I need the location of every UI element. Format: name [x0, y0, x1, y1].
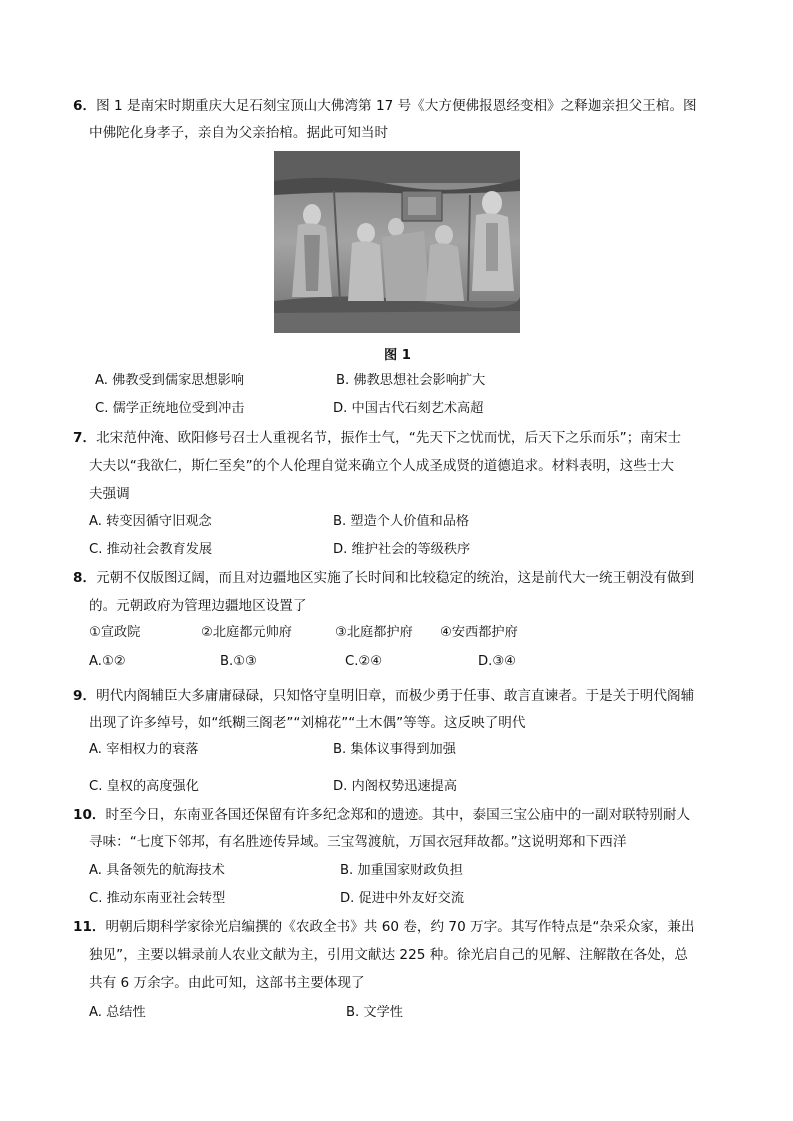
q7-option-d[interactable]: D. 维护社会的等级秩序: [333, 542, 471, 557]
q7-stem-line-2: 大夫以“我欲仁，斯仁至矣”的个人伦理自觉来确立个人成圣成贤的道德追求。材料表明，这些士大: [89, 458, 675, 474]
q6-number: 6．: [73, 98, 97, 114]
q7-option-c[interactable]: C. 推动社会教育发展: [89, 542, 213, 557]
q9-stem-line-1: 9．明代内阁辅臣大多庸庸碌碌，只知恪守皇明旧章，而极少勇于任事、敢言直谏者。于是关于明代阁辅: [73, 688, 695, 704]
stone-carving-image: [274, 151, 520, 333]
q10-number: 10．: [73, 807, 106, 823]
q10-option-b[interactable]: B. 加重国家财政负担: [340, 863, 463, 878]
q6-option-c[interactable]: C. 儒学正统地位受到冲击: [95, 401, 245, 416]
stone-carving-figure: [274, 151, 520, 333]
q10-option-c[interactable]: C. 推动东南亚社会转型: [89, 891, 226, 906]
q8-option-b[interactable]: B.①③: [220, 654, 257, 669]
q7-stem-line-3: 夫强调: [89, 486, 130, 502]
q11-stem-line-1: 11．明朝后期科学家徐光启编撰的《农政全书》共 60 卷，约 70 万字。其写作特点是“杂采众家，兼出: [73, 919, 695, 935]
q8-number: 8．: [73, 570, 97, 586]
q6-stem-line-1: 6．图 1 是南宋时期重庆大足石刻宝顶山大佛湾第 17 号《大方便佛报恩经变相》之释迦亲担父王棺。图: [73, 98, 697, 114]
q9-option-d[interactable]: D. 内阁权势迅速提高: [333, 779, 458, 794]
q11-stem-line-3: 共有 6 万余字。由此可知，这部书主要体现了: [89, 975, 365, 991]
q8-item-4: ④安西都护府: [440, 625, 518, 640]
q10-option-d[interactable]: D. 促进中外友好交流: [340, 891, 465, 906]
q8-stem-line-2: 的。元朝政府为管理边疆地区设置了: [89, 598, 307, 614]
q9-option-a[interactable]: A. 宰相权力的衰落: [89, 742, 199, 757]
q9-option-b[interactable]: B. 集体议事得到加强: [333, 742, 456, 757]
q8-option-d[interactable]: D.③④: [478, 654, 516, 669]
q9-number: 9．: [73, 688, 97, 704]
q6-stem-line-2: 中佛陀化身孝子，亲自为父亲抬棺。据此可知当时: [89, 125, 389, 141]
q7-number: 7．: [73, 430, 97, 446]
q7-option-a[interactable]: A. 转变因循守旧观念: [89, 514, 212, 529]
q11-stem-line-2: 独见”，主要以辑录前人农业文献为主，引用文献达 225 种。徐光启自己的见解、注解散在各处，总: [89, 947, 688, 963]
q8-stem-line-1: 8．元朝不仅版图辽阔，而且对边疆地区实施了长时间和比较稳定的统治，这是前代大一统王朝没有做到: [73, 570, 695, 586]
figure-caption: 图 1: [384, 348, 411, 363]
q11-option-b[interactable]: B. 文学性: [346, 1005, 403, 1020]
q8-item-2: ②北庭都元帅府: [201, 625, 292, 640]
q6-option-a[interactable]: A. 佛教受到儒家思想影响: [95, 373, 245, 388]
q7-stem-line-1: 7．北宋范仲淹、欧阳修号召士人重视名节，振作士气，“先天下之忧而忧，后天下之乐而乐”；南宋士: [73, 430, 682, 446]
q10-option-a[interactable]: A. 具备领先的航海技术: [89, 863, 225, 878]
q7-option-b[interactable]: B. 塑造个人价值和品格: [333, 514, 470, 529]
q8-option-c[interactable]: C.②④: [345, 654, 383, 669]
q11-number: 11．: [73, 919, 106, 935]
q6-option-b[interactable]: B. 佛教思想社会影响扩大: [336, 373, 486, 388]
q8-item-3: ③北庭都护府: [335, 625, 413, 640]
q9-option-c[interactable]: C. 皇权的高度强化: [89, 779, 199, 794]
q6-option-d[interactable]: D. 中国古代石刻艺术高超: [333, 401, 484, 416]
q11-option-a[interactable]: A. 总结性: [89, 1005, 146, 1020]
q8-item-1: ①宣政院: [89, 625, 141, 640]
q9-stem-line-2: 出现了许多绰号，如“纸糊三阁老”“刘棉花”“土木偶”等等。这反映了明代: [89, 715, 526, 731]
q8-option-a[interactable]: A.①②: [89, 654, 126, 669]
q10-stem-line-1: 10．时至今日，东南亚各国还保留有许多纪念郑和的遗迹。其中，泰国三宝公庙中的一副对联特别耐人: [73, 807, 691, 823]
q10-stem-line-2: 寻味：“七度下邻邦，有名胜迹传异域。三宝驾渡航，万国衣冠拜故都。”这说明郑和下西洋: [89, 834, 627, 850]
